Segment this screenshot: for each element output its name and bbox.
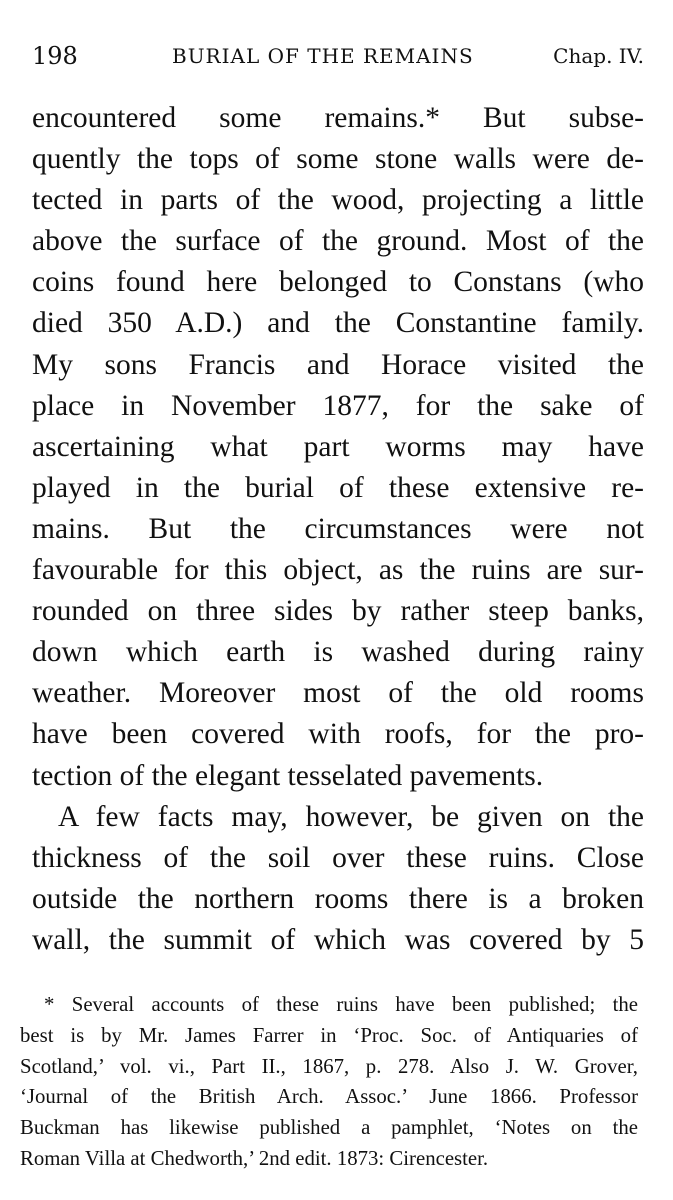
- body-line: ascertaining what part worms may have: [32, 430, 644, 463]
- footnote-line: Scotland,’ vol. vi., Part II., 1867, p. 278. Also J. W. Grover,: [20, 1054, 638, 1078]
- body-text: [32, 98, 644, 961]
- body-line: down which earth is washed during rainy: [32, 636, 644, 669]
- body-line: mains. But the circumstances were not: [32, 512, 644, 545]
- body-line: favourable for this object, as the ruins are sur-: [32, 554, 644, 587]
- footnote: [20, 990, 638, 1175]
- chapter-reference: Chap. IV.: [553, 44, 644, 68]
- body-line: outside the northern rooms there is a broken: [32, 882, 644, 915]
- body-line: thickness of the soil over these ruins. Close: [32, 841, 644, 874]
- footnote-line: ‘Journal of the British Arch. Assoc.’ June 1866. Professor: [20, 1085, 638, 1109]
- body-line: rounded on three sides by rather steep banks,: [32, 595, 644, 628]
- footnote-line: * Several accounts of these ruins have been published; the: [44, 993, 638, 1016]
- page-number: 198: [32, 42, 78, 70]
- body-line: encountered some remains.* But subse-: [32, 102, 644, 134]
- body-line: quently the tops of some stone walls were de-: [32, 143, 644, 176]
- body-line: tection of the elegant tesselated pavements.: [32, 759, 544, 792]
- footnote-line: Buckman has likewise published a pamphlet, ‘Notes on the: [20, 1116, 638, 1140]
- body-line: weather. Moreover most of the old rooms: [32, 677, 644, 710]
- body-line: A few facts may, however, be given on the: [58, 800, 644, 833]
- running-head: [32, 38, 644, 74]
- body-line: played in the burial of these extensive re-: [32, 471, 644, 504]
- body-line: tected in parts of the wood, projecting a little: [32, 184, 644, 217]
- body-line: died 350 A.D.) and the Constantine family.: [32, 307, 644, 340]
- body-line: place in November 1877, for the sake of: [32, 389, 644, 422]
- body-line: My sons Francis and Horace visited the: [32, 348, 644, 381]
- body-line: coins found here belonged to Constans (who: [32, 266, 644, 299]
- footnote-line: Roman Villa at Chedworth,’ 2nd edit. 1873: Cirencester.: [20, 1146, 489, 1170]
- body-line: above the surface of the ground. Most of the: [32, 225, 644, 258]
- footnote-line: best is by Mr. James Farrer in ‘Proc. Soc. of Antiquaries of: [20, 1023, 638, 1047]
- running-title: BURIAL OF THE REMAINS: [172, 44, 474, 68]
- body-line: have been covered with roofs, for the pro-: [32, 718, 644, 751]
- body-line: wall, the summit of which was covered by 5: [32, 923, 644, 956]
